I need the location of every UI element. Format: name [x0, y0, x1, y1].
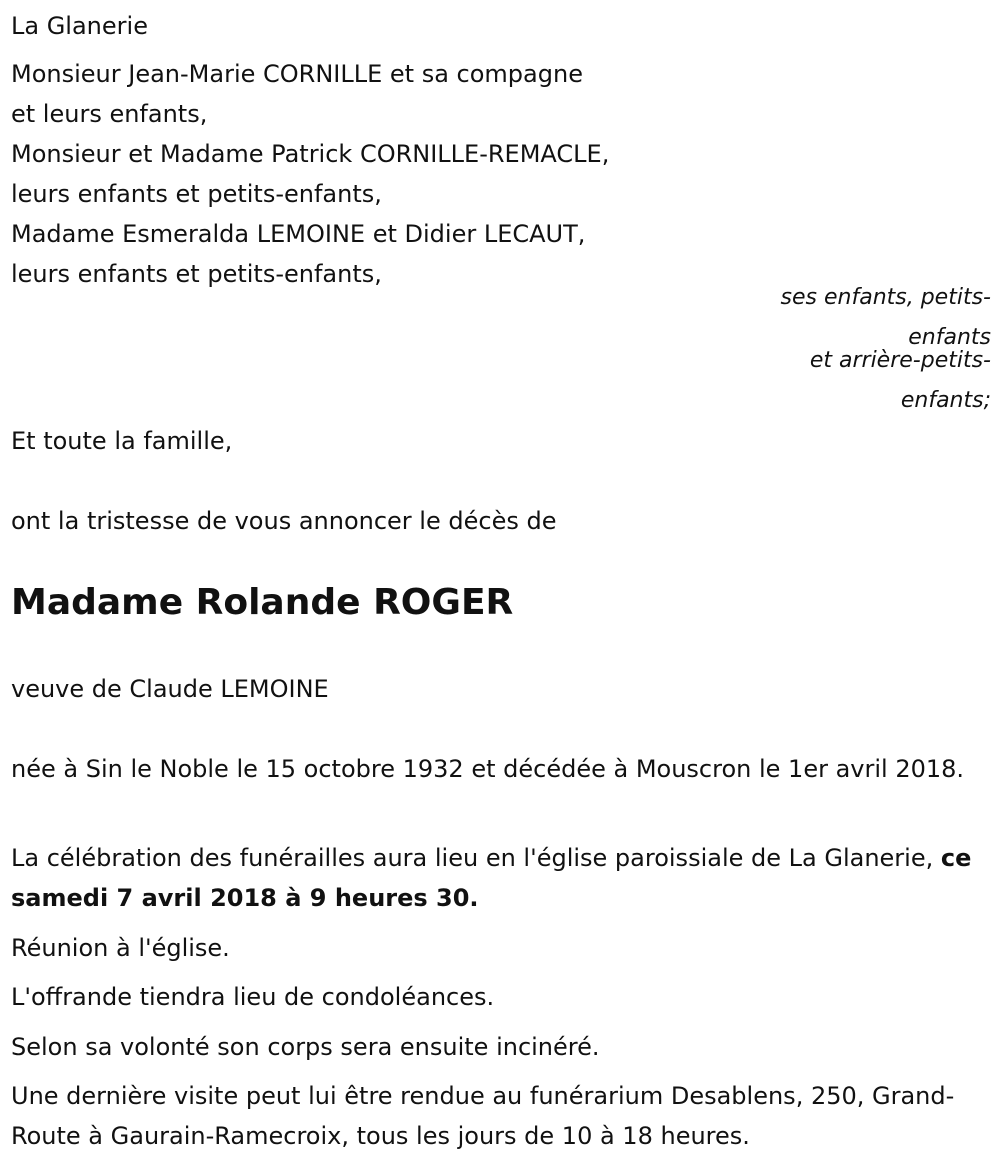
- place-header: La Glanerie: [11, 12, 148, 40]
- family-line-5: Madame Esmeralda LEMOINE et Didier LECAUT,: [11, 220, 586, 248]
- birth-death: née à Sin le Noble le 15 octobre 1932 et décédée à Mouscron le 1er avril 2018.: [11, 755, 965, 783]
- funeral-date: ce samedi 7 avril 2018 à 9 heures 30.: [11, 844, 972, 912]
- relation-line-4: enfants;: [900, 388, 991, 413]
- widow-of: veuve de Claude LEMOINE: [11, 675, 329, 703]
- deceased-name: Madame Rolande ROGER: [11, 582, 514, 623]
- family-line-6: leurs enfants et petits-enfants,: [11, 260, 382, 288]
- offering: L'offrande tiendra lieu de condoléances.: [11, 983, 495, 1011]
- relation-line-1: ses enfants, petits-: [780, 285, 991, 310]
- family-line-3: Monsieur et Madame Patrick CORNILLE-REMACLE,: [11, 140, 610, 168]
- family-line-2: et leurs enfants,: [11, 100, 208, 128]
- family-line-1: Monsieur Jean-Marie CORNILLE et sa compagne: [11, 60, 583, 88]
- visit: Une dernière visite peut lui être rendue au funérarium Desablens, 250, Grand-Route à Gaurain-Ramecroix, tous les jours de 10 à 18 heures.: [11, 1082, 955, 1150]
- relation-line-2: enfants: [908, 325, 991, 350]
- meeting: Réunion à l'église.: [11, 934, 230, 962]
- funeral-info: [11, 838, 991, 918]
- announcement: ont la tristesse de vous annoncer le décès de: [11, 507, 557, 535]
- whole-family: Et toute la famille,: [11, 427, 233, 455]
- cremation: Selon sa volonté son corps sera ensuite incinéré.: [11, 1033, 600, 1061]
- relation-line-3: et arrière-petits-: [809, 348, 991, 373]
- family-line-4: leurs enfants et petits-enfants,: [11, 180, 382, 208]
- funeral-intro: La célébration des funérailles aura lieu en l'église paroissiale de La Glanerie,: [11, 844, 941, 872]
